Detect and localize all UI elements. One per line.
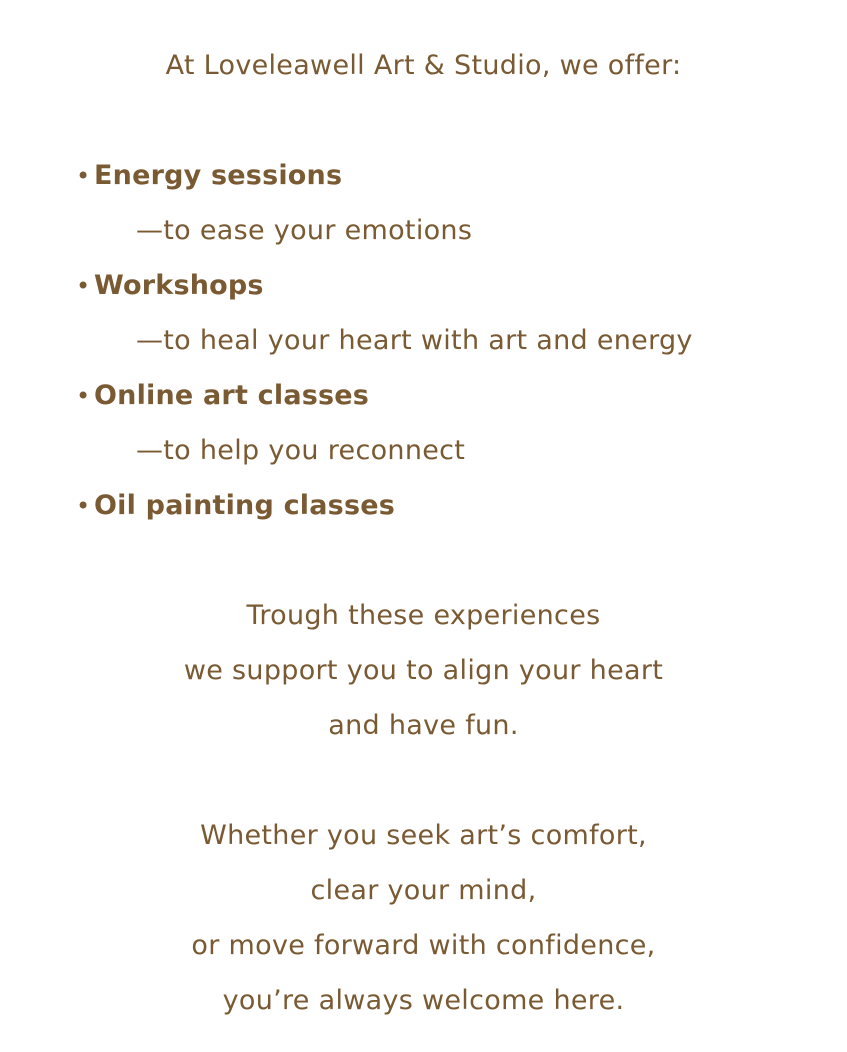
paragraph-line: Trough these experiences	[246, 600, 601, 631]
paragraph-line: we support you to align your heart	[183, 655, 664, 686]
offer-description: —to help you reconnect	[136, 435, 466, 466]
offer-name-row	[76, 156, 693, 211]
welcome-paragraph	[0, 816, 847, 1036]
bullet-icon: •	[76, 492, 91, 520]
paragraph-line: Whether you seek art’s comfort,	[200, 820, 647, 851]
offer-name: Oil painting classes	[94, 490, 395, 521]
offer-list	[76, 156, 693, 541]
offer-name: Workshops	[94, 270, 264, 301]
bullet-icon: •	[76, 272, 91, 300]
offer-description: —to heal your heart with art and energy	[136, 325, 693, 356]
offer-name-row	[76, 376, 693, 431]
bullet-icon: •	[76, 382, 91, 410]
paragraph-line: clear your mind,	[310, 875, 537, 906]
offer-name: Online art classes	[94, 380, 370, 411]
offer-name-row	[76, 266, 693, 321]
offer-item-oil-painting-classes	[76, 486, 693, 541]
paragraph-line: or move forward with confidence,	[191, 930, 656, 961]
bullet-icon: •	[76, 162, 91, 190]
support-paragraph	[0, 596, 847, 761]
offer-item-energy-sessions	[76, 156, 693, 266]
offer-name-row	[76, 486, 693, 541]
intro-heading: At Loveleawell Art & Studio, we offer:	[165, 50, 682, 81]
offer-description: —to ease your emotions	[136, 215, 473, 246]
offer-item-workshops	[76, 266, 693, 376]
paragraph-line: you’re always welcome here.	[222, 985, 625, 1016]
paragraph-line: and have fun.	[328, 710, 519, 741]
offer-item-online-art-classes	[76, 376, 693, 486]
offer-name: Energy sessions	[94, 160, 343, 191]
